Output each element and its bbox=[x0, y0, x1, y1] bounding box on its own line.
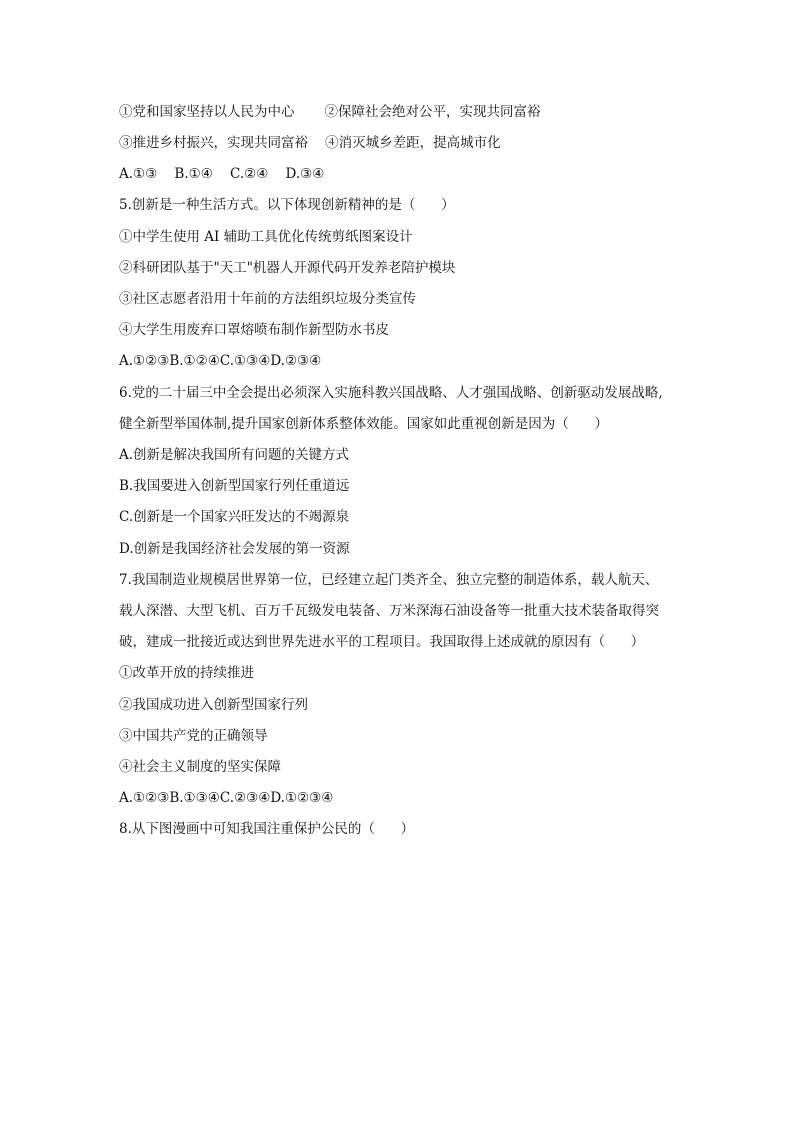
q6-option-d: D.创新是我国经济社会发展的第一资源 bbox=[119, 541, 350, 557]
q4-statement-3-4: ③推进乡村振兴，实现共同富裕 ④消灭城乡差距，提高城市化 bbox=[119, 135, 501, 151]
q5-statement-1: ①中学生使用 AI 辅助工具优化传统剪纸图案设计 bbox=[119, 229, 413, 245]
q7-statement-1: ①改革开放的持续推进 bbox=[119, 665, 254, 681]
q4-options: A.①③ B.①④ C.②④ D.③④ bbox=[119, 166, 325, 182]
q7-stem-line-1: 7.我国制造业规模居世界第一位，已经建立起门类齐全、独立完整的制造体系，载人航天、 bbox=[119, 572, 659, 588]
q5-options: A.①②③B.①②④C.①③④D.②③④ bbox=[119, 353, 322, 369]
q6-stem-line-1: 6.党的二十届三中全会提出必须深入实施科教兴国战略、人才强国战略、创新驱动发展战略, bbox=[119, 385, 663, 401]
q8-stem: 8.从下图漫画中可知我国注重保护公民的（ ） bbox=[119, 821, 415, 837]
q6-stem-line-2: 健全新型举国体制,提升国家创新体系整体效能。国家如此重视创新是因为（ ） bbox=[119, 416, 609, 432]
q4-statement-1-2: ①党和国家坚持以人民为中心 ②保障社会绝对公平，实现共同富裕 bbox=[119, 104, 541, 120]
q7-statement-2: ②我国成功进入创新型国家行列 bbox=[119, 697, 308, 713]
q5-stem: 5.创新是一种生活方式。以下体现创新精神的是（ ） bbox=[119, 197, 455, 213]
q5-statement-3: ③社区志愿者沿用十年前的方法组织垃圾分类宣传 bbox=[119, 291, 416, 307]
q5-statement-4: ④大学生用废弃口罩熔喷布制作新型防水书皮 bbox=[119, 322, 389, 338]
q7-options: A.①②③B.①③④C.②③④D.①②③④ bbox=[119, 790, 334, 806]
q6-option-b: B.我国要进入创新型国家行列任重道远 bbox=[119, 478, 350, 494]
q7-statement-3: ③中国共产党的正确领导 bbox=[119, 728, 268, 744]
q6-option-a: A.创新是解决我国所有问题的关键方式 bbox=[119, 447, 350, 463]
q7-statement-4: ④社会主义制度的坚实保障 bbox=[119, 759, 281, 775]
q6-option-c: C.创新是一个国家兴旺发达的不竭源泉 bbox=[119, 509, 350, 525]
q5-statement-2: ②科研团队基于"天工"机器人开源代码开发养老陪护模块 bbox=[119, 260, 456, 276]
q7-stem-line-3: 破，建成一批接近或达到世界先进水平的工程项目。我国取得上述成就的原因有（ ） bbox=[119, 634, 645, 650]
q7-stem-line-2: 载人深潜、大型飞机、百万千瓦级发电装备、万米深海石油设备等一批重大技术装备取得突 bbox=[119, 603, 659, 619]
